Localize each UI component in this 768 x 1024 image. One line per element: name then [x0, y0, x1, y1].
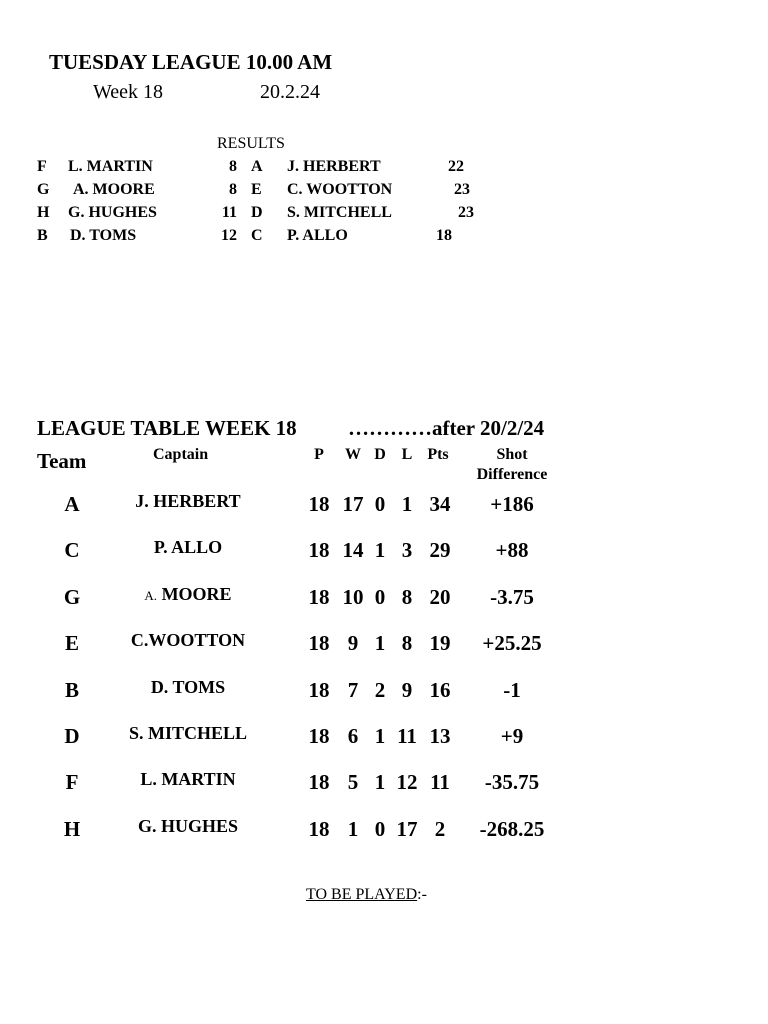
table-played: 18: [308, 492, 330, 516]
table-lost: 12: [396, 770, 418, 795]
column-header-l: L: [401, 446, 413, 463]
table-points: 16: [429, 677, 451, 702]
table-points: 2: [434, 816, 446, 841]
column-header-team: Team: [37, 449, 87, 473]
table-shot-difference: +25.25: [482, 631, 542, 656]
table-lost: 8: [401, 584, 413, 609]
column-header-pts: Pts: [427, 446, 449, 463]
table-captain-initial: A.: [144, 587, 158, 603]
result-home-team: H: [37, 204, 50, 221]
result-home-team: B: [37, 227, 48, 244]
table-points: 20: [429, 584, 451, 609]
table-played: 18: [308, 724, 330, 748]
result-home-captain: D. TOMS: [70, 227, 137, 244]
result-home-score: 8: [229, 158, 237, 175]
table-captain: [108, 677, 268, 698]
table-captain-name: MOORE: [161, 583, 232, 604]
table-shot-difference: -1: [503, 677, 521, 702]
result-away-captain: J. HERBERT: [287, 158, 381, 175]
table-played: 18: [308, 770, 330, 795]
table-captain: [108, 537, 268, 558]
table-drawn: 0: [374, 492, 386, 516]
table-captain-name: D. TOMS: [150, 676, 226, 697]
table-shot-difference: -3.75: [490, 584, 534, 609]
result-home-captain: G. HUGHES: [68, 204, 157, 221]
table-drawn: 1: [374, 631, 386, 656]
result-away-team: A: [251, 158, 263, 175]
table-played: 18: [308, 677, 330, 702]
column-header-difference: Difference: [476, 466, 548, 483]
result-home-captain: L. MARTIN: [68, 158, 153, 175]
table-won: 9: [347, 631, 359, 656]
result-away-score: 22: [448, 158, 464, 175]
result-home-score: 12: [221, 227, 237, 244]
table-drawn: 1: [374, 770, 386, 795]
result-away-score: 23: [454, 181, 470, 198]
table-team: G: [63, 584, 81, 609]
column-header-d: D: [374, 446, 386, 463]
table-team: D: [64, 724, 80, 748]
table-lost: 17: [396, 816, 418, 841]
table-lost: 11: [397, 724, 417, 748]
table-points: 13: [429, 724, 451, 748]
result-away-captain: P. ALLO: [287, 227, 348, 244]
league-table-after-date: …………after 20/2/24: [348, 416, 545, 440]
table-drawn: 0: [374, 816, 386, 841]
table-shot-difference: +9: [500, 724, 524, 748]
table-team: B: [64, 677, 79, 702]
table-lost: 3: [401, 538, 413, 563]
table-drawn: 1: [374, 538, 386, 563]
table-won: 10: [342, 584, 364, 609]
table-team: C: [64, 538, 80, 563]
result-away-score: 18: [436, 227, 452, 244]
table-lost: 9: [401, 677, 413, 702]
result-away-captain: C. WOOTTON: [287, 181, 393, 198]
league-table-title: LEAGUE TABLE WEEK 18: [37, 416, 297, 440]
column-header-captain: Captain: [153, 446, 209, 463]
table-played: 18: [308, 816, 330, 841]
table-points: 11: [430, 770, 450, 795]
table-drawn: 2: [374, 677, 386, 702]
result-home-score: 8: [229, 181, 237, 198]
table-won: 14: [342, 538, 364, 563]
to-be-played-suffix: :-: [417, 886, 427, 903]
to-be-played-line: [306, 886, 427, 904]
result-home-team: G: [37, 181, 50, 198]
table-points: 19: [429, 631, 451, 656]
table-captain: [108, 491, 268, 512]
result-away-score: 23: [458, 204, 474, 221]
page-title: TUESDAY LEAGUE 10.00 AM: [49, 50, 333, 74]
table-won: 7: [347, 677, 359, 702]
to-be-played-label: TO BE PLAYED: [306, 886, 418, 903]
result-away-team: D: [251, 204, 263, 221]
table-captain-name: J. HERBERT: [135, 491, 241, 511]
results-heading: RESULTS: [217, 135, 285, 152]
table-captain: [108, 723, 268, 744]
result-away-captain: S. MITCHELL: [287, 204, 392, 221]
table-won: 1: [347, 816, 359, 841]
table-shot-difference: -268.25: [479, 816, 545, 841]
table-won: 17: [342, 492, 364, 516]
column-header-shot: Shot: [496, 446, 528, 463]
table-shot-difference: +186: [490, 492, 534, 516]
table-shot-difference: -35.75: [484, 770, 540, 795]
result-home-score: 11: [221, 204, 237, 221]
table-played: 18: [308, 631, 330, 656]
table-captain-name: S. MITCHELL: [128, 723, 248, 743]
table-captain-name: P. ALLO: [153, 537, 223, 558]
table-team: H: [63, 816, 81, 841]
table-played: 18: [308, 538, 330, 563]
column-header-p: P: [314, 446, 324, 463]
table-points: 29: [429, 538, 451, 563]
table-captain: [108, 816, 268, 837]
table-drawn: 0: [374, 584, 386, 609]
table-team: E: [64, 631, 79, 656]
result-away-team: E: [251, 181, 262, 198]
week-label: Week 18: [93, 81, 164, 103]
table-captain-name: C.WOOTTON: [130, 630, 246, 651]
table-team: A: [64, 492, 80, 516]
result-home-captain: A. MOORE: [73, 181, 155, 198]
table-lost: 1: [401, 492, 413, 516]
table-captain: [108, 769, 268, 790]
week-date: 20.2.24: [260, 81, 320, 103]
result-home-team: F: [37, 158, 47, 175]
table-played: 18: [308, 584, 330, 609]
table-shot-difference: +88: [495, 538, 529, 563]
table-points: 34: [429, 492, 451, 516]
result-away-team: C: [251, 227, 263, 244]
table-team: F: [65, 770, 79, 795]
table-won: 6: [347, 724, 359, 748]
table-won: 5: [347, 770, 359, 795]
table-captain: [108, 630, 268, 651]
table-drawn: 1: [374, 724, 386, 748]
table-captain: [108, 584, 268, 605]
table-lost: 8: [401, 631, 413, 656]
table-captain-name: L. MARTIN: [140, 769, 236, 790]
table-captain-name: G. HUGHES: [137, 815, 239, 836]
column-header-w: W: [345, 446, 361, 463]
